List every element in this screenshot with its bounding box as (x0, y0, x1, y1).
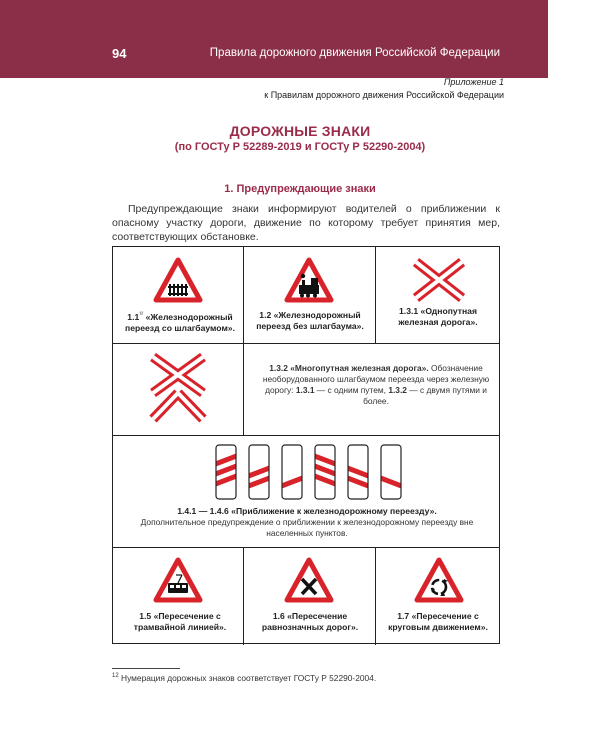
railway-crossing-with-barrier-sign (153, 257, 203, 303)
sign-1-7-name: «Пересечение с круговым движением». (388, 611, 488, 632)
multi-track-railway-sign (147, 353, 209, 425)
sign-1-5-number: 1.5 (139, 611, 152, 621)
sign-1-5-caption (119, 611, 241, 633)
equal-roads-intersection-sign (284, 557, 334, 603)
sign-1-1-name: «Железнодорожный переезд со шлагбаумом». (125, 311, 235, 333)
tram-crossing-sign (153, 557, 203, 603)
annex-line-2: к Правилам дорожного движения Российской Федерации (264, 90, 504, 100)
sign-1-2-number: 1.2 (259, 310, 272, 320)
sign-1-3-1-caption (379, 306, 497, 328)
single-track-railway-sign (410, 257, 468, 303)
footnote-text: Нумерация дорожных знаков соответствует ГОСТу Р 52290-2004. (118, 673, 377, 683)
table-col-divider (243, 547, 244, 645)
sign-1-3-1-number: 1.3.1 (399, 306, 419, 316)
page-subtitle: (по ГОСТу Р 52289-2019 и ГОСТу Р 52290-2004) (174, 141, 426, 153)
sign-1-1-footnote-ref: ¹² (139, 312, 144, 318)
table-col-divider (243, 247, 244, 343)
table-col-divider (375, 547, 376, 645)
table-col-divider (243, 343, 244, 435)
sign-1-7-number: 1.7 (397, 611, 410, 621)
sign-1-6-number: 1.6 (272, 611, 285, 621)
signs-table (112, 246, 500, 644)
approach-railway-crossing-signs (213, 443, 403, 501)
page-number: 94 (112, 46, 127, 61)
table-row-divider (113, 435, 499, 436)
sign-1-3-2-description (256, 363, 496, 407)
sign-1-2-caption (247, 310, 373, 332)
table-row-divider (113, 343, 499, 344)
footnote (112, 673, 376, 683)
page-header (0, 0, 548, 78)
sign-1-6-caption (247, 611, 373, 633)
footnote-divider (112, 668, 180, 669)
sign-1-3-2-text: Обозначение необорудованного шлагбаумом переезда через железную дорогу: (262, 363, 490, 395)
page-title: ДОРОЖНЫЕ ЗНАКИ (229, 123, 371, 139)
sign-1-6-name: «Пересечение равнозначных дорог». (261, 611, 359, 632)
sign-1-3-2-text: — с одним путем, (314, 385, 389, 395)
table-col-divider (375, 247, 376, 343)
sign-1-3-2-name: «Многопутная железная дорога». (290, 363, 429, 373)
sign-ref-1-3-1: 1.3.1 (295, 385, 315, 395)
table-row-divider (113, 547, 499, 548)
intro-paragraph: Предупреждающие знаки информируют водителей о приближении к опасному участку дороги, движение по которому требует принятия мер, соответствующих обстановке. (112, 203, 500, 243)
sign-1-4-caption (117, 506, 497, 517)
sign-1-1-number: 1.1 (127, 311, 140, 322)
sign-ref-1-3-2: 1.3.2 (388, 385, 407, 395)
footnote-mark: 12 (112, 673, 119, 680)
sign-1-3-2-text: — с двумя путями и более. (363, 385, 487, 406)
sign-1-1-caption (119, 310, 241, 334)
running-title: Правила дорожного движения Российской Федерации (209, 47, 500, 59)
annex-note (264, 76, 504, 102)
railway-crossing-without-barrier-sign (284, 257, 334, 303)
roundabout-sign (414, 557, 464, 603)
annex-line-1: Приложение 1 (443, 77, 504, 87)
sign-1-7-caption (379, 611, 497, 633)
section-title: 1. Предупреждающие знаки (224, 183, 376, 195)
sign-1-3-2-number: 1.3.2 (269, 363, 288, 373)
sign-1-5-name: «Пересечение с трамвайной линией». (133, 611, 227, 632)
sign-1-3-1-name: «Однопутная железная дорога». (398, 306, 478, 327)
sign-1-4-name: 1.4.1 — 1.4.6 «Приближение к железнодорожному переезду». (177, 506, 437, 516)
sign-1-2-name: «Железнодорожный переезд без шлагбаума». (256, 310, 364, 331)
sign-1-4-description: Дополнительное предупреждение о приближении к железнодорожному переезду вне населенных пунктов. (140, 517, 474, 538)
